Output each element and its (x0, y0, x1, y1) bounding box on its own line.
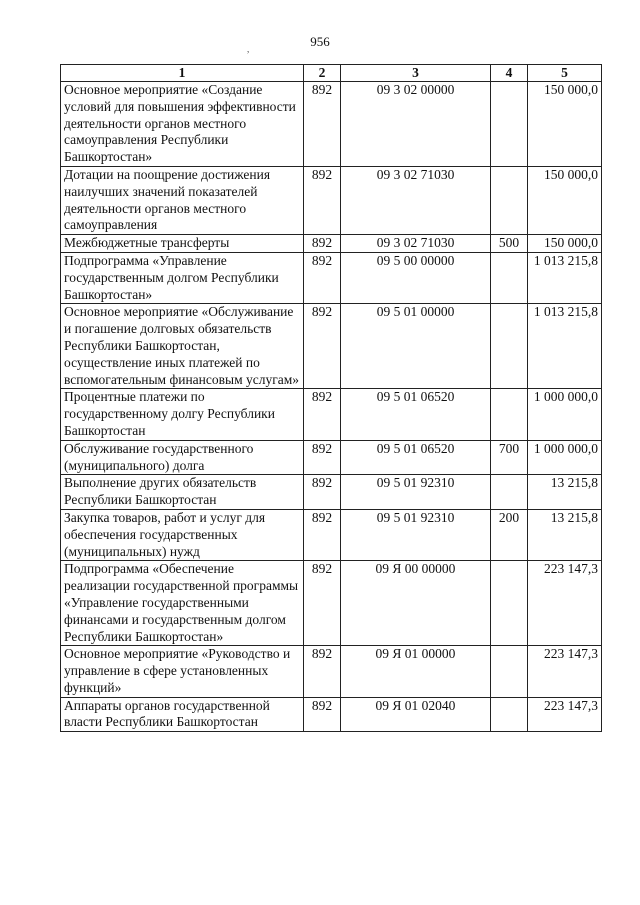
row-program-code: 09 5 01 06520 (341, 389, 491, 440)
table-row (61, 235, 602, 253)
row-program-code: 09 3 02 71030 (341, 235, 491, 253)
row-name: Межбюджетные трансферты (61, 235, 304, 253)
row-amount: 1 013 215,8 (528, 304, 602, 389)
row-name: Аппараты органов государственной власти Республики Башкортостан (61, 697, 304, 732)
row-name: Обслуживание государственного (муниципального) долга (61, 440, 304, 475)
row-ministry-code: 892 (304, 697, 341, 732)
row-program-code: 09 Я 01 00000 (341, 646, 491, 697)
row-name: Подпрограмма «Управление государственным долгом Республики Башкортостан» (61, 252, 304, 303)
row-name: Выполнение других обязательств Республики Башкортостан (61, 475, 304, 510)
column-header-3: 3 (341, 65, 491, 82)
table-row (61, 389, 602, 440)
column-header-5: 5 (528, 65, 602, 82)
row-name: Основное мероприятие «Создание условий для повышения эффективности деятельности органов местного самоуправления Республики Башкортостан» (61, 82, 304, 167)
table-row (61, 475, 602, 510)
table-row (61, 509, 602, 560)
row-ministry-code: 892 (304, 475, 341, 510)
row-expense-type (491, 166, 528, 234)
row-program-code: 09 5 01 06520 (341, 440, 491, 475)
table-header-row (61, 65, 602, 82)
row-ministry-code: 892 (304, 440, 341, 475)
row-expense-type (491, 561, 528, 646)
row-program-code: 09 3 02 00000 (341, 82, 491, 167)
table-row (61, 252, 602, 303)
row-expense-type (491, 82, 528, 167)
row-amount: 223 147,3 (528, 646, 602, 697)
row-ministry-code: 892 (304, 646, 341, 697)
row-program-code: 09 5 01 92310 (341, 509, 491, 560)
row-expense-type (491, 646, 528, 697)
budget-table (60, 64, 602, 732)
table-row (61, 440, 602, 475)
table-row (61, 304, 602, 389)
row-ministry-code: 892 (304, 235, 341, 253)
table-row (61, 697, 602, 732)
row-name: Подпрограмма «Обеспечение реализации государственной программы «Управление государственными финансами и государственным долгом Республики Башкортостан» (61, 561, 304, 646)
row-expense-type: 200 (491, 509, 528, 560)
column-header-4: 4 (491, 65, 528, 82)
row-program-code: 09 3 02 71030 (341, 166, 491, 234)
row-amount: 1 000 000,0 (528, 440, 602, 475)
table-row (61, 561, 602, 646)
row-name: Основное мероприятие «Руководство и управление в сфере установленных функций» (61, 646, 304, 697)
row-ministry-code: 892 (304, 304, 341, 389)
row-expense-type (491, 475, 528, 510)
row-expense-type (491, 252, 528, 303)
row-expense-type (491, 304, 528, 389)
row-ministry-code: 892 (304, 509, 341, 560)
row-program-code: 09 Я 01 02040 (341, 697, 491, 732)
row-amount: 13 215,8 (528, 509, 602, 560)
row-name: Закупка товаров, работ и услуг для обеспечения государственных (муниципальных) нужд (61, 509, 304, 560)
row-name: Дотации на поощрение достижения наилучших значений показателей деятельности органов местного самоуправления (61, 166, 304, 234)
scan-mark: , (247, 44, 250, 54)
row-program-code: 09 Я 00 00000 (341, 561, 491, 646)
row-ministry-code: 892 (304, 252, 341, 303)
row-name: Основное мероприятие «Обслуживание и погашение долговых обязательств Республики Башкортостан, осуществление иных платежей по вспомогательным финансовым услугам» (61, 304, 304, 389)
column-header-2: 2 (304, 65, 341, 82)
row-ministry-code: 892 (304, 166, 341, 234)
row-program-code: 09 5 01 00000 (341, 304, 491, 389)
row-ministry-code: 892 (304, 82, 341, 167)
page-number: 956 (310, 34, 330, 49)
row-amount: 1 000 000,0 (528, 389, 602, 440)
row-program-code: 09 5 01 92310 (341, 475, 491, 510)
row-amount: 150 000,0 (528, 82, 602, 167)
row-program-code: 09 5 00 00000 (341, 252, 491, 303)
row-amount: 150 000,0 (528, 235, 602, 253)
row-expense-type: 500 (491, 235, 528, 253)
row-expense-type (491, 389, 528, 440)
row-name: Процентные платежи по государственному долгу Республики Башкортостан (61, 389, 304, 440)
row-amount: 13 215,8 (528, 475, 602, 510)
row-amount: 150 000,0 (528, 166, 602, 234)
table-row (61, 82, 602, 167)
row-expense-type (491, 697, 528, 732)
table-row (61, 646, 602, 697)
row-expense-type: 700 (491, 440, 528, 475)
row-amount: 1 013 215,8 (528, 252, 602, 303)
row-amount: 223 147,3 (528, 561, 602, 646)
row-ministry-code: 892 (304, 561, 341, 646)
table-row (61, 166, 602, 234)
table-body (61, 82, 602, 732)
row-ministry-code: 892 (304, 389, 341, 440)
row-amount: 223 147,3 (528, 697, 602, 732)
column-header-1: 1 (61, 65, 304, 82)
